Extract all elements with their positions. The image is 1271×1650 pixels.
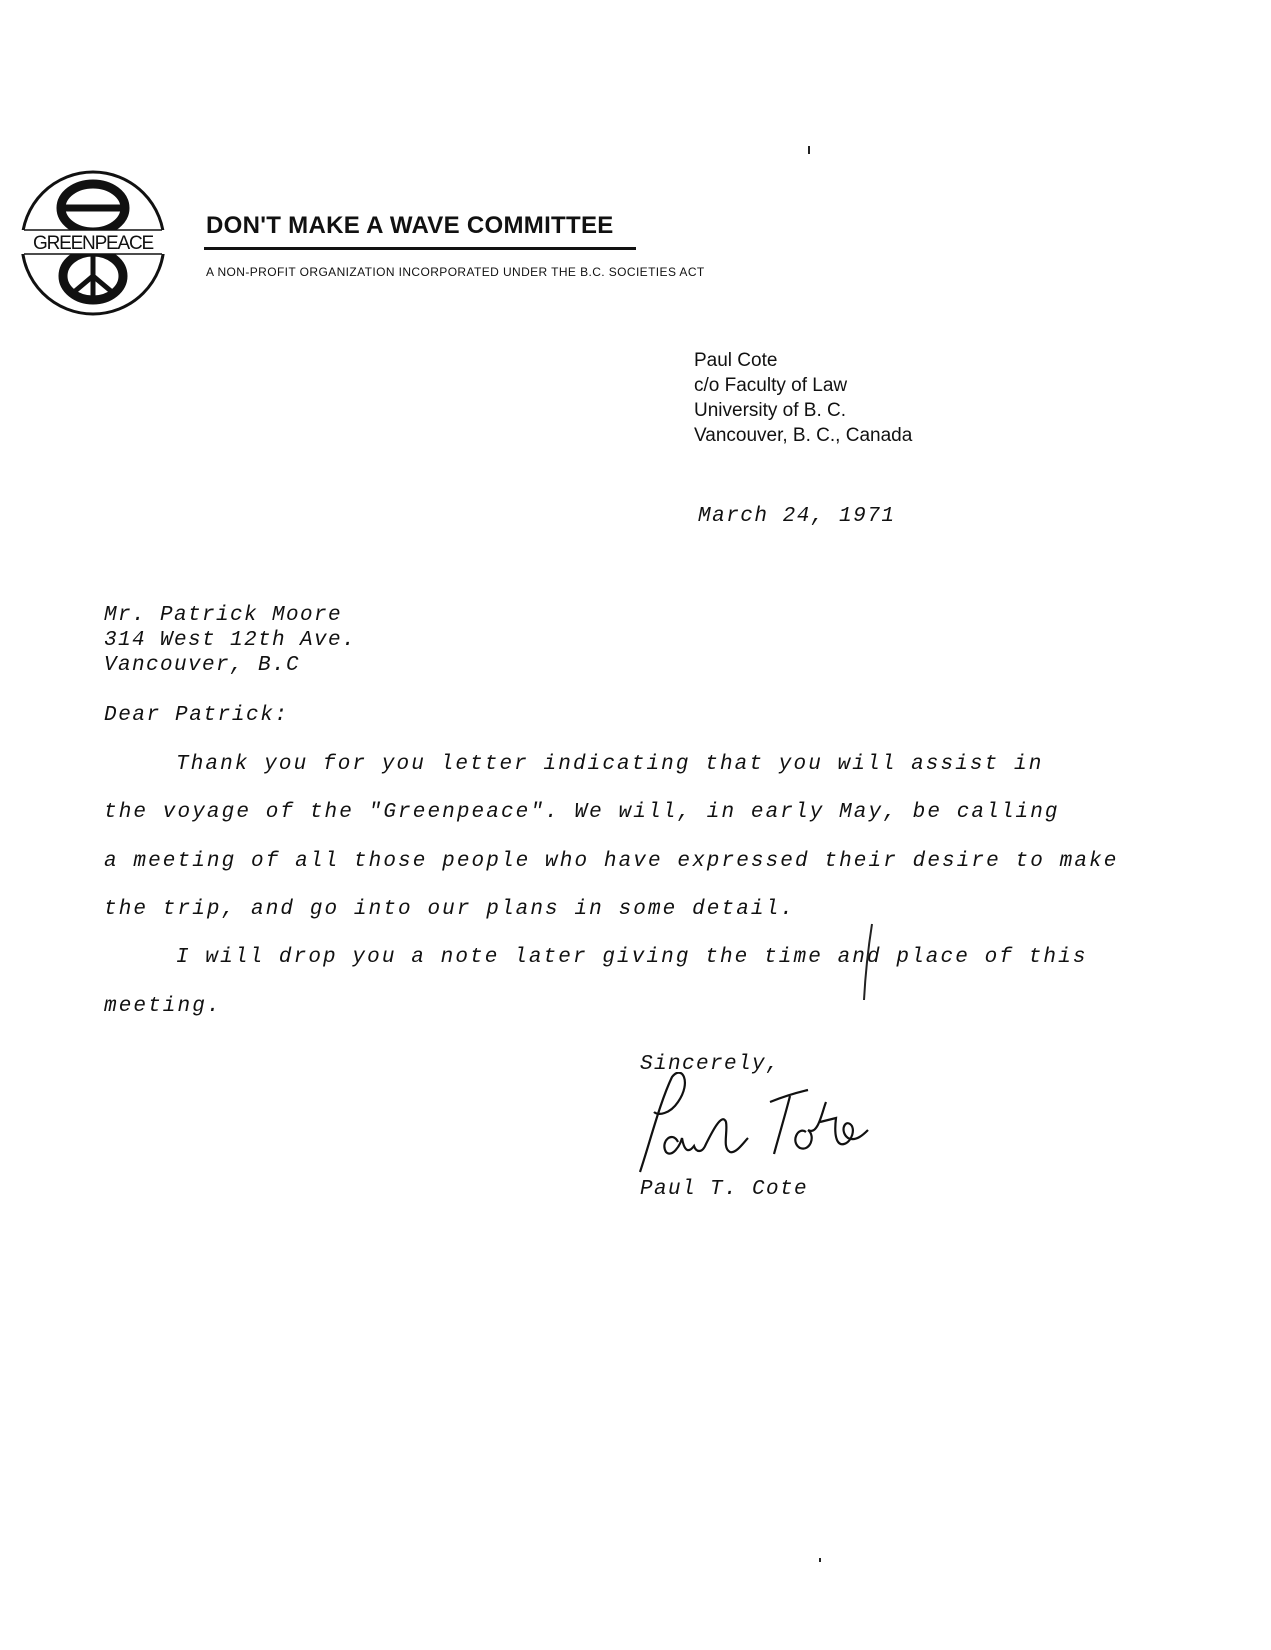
recipient-city: Vancouver, B.C [104, 654, 301, 677]
body-line-4: the trip, and go into our plans in some detail. [104, 898, 795, 921]
letter-date: March 24, 1971 [698, 505, 896, 528]
signer-name: Paul T. Cote [640, 1178, 809, 1201]
body-line-5: I will drop you a note later giving the time and place of this [176, 946, 1088, 969]
sender-line-2: University of B. C. [694, 400, 847, 421]
recipient-name: Mr. Patrick Moore [104, 604, 343, 627]
handwritten-signature [630, 1072, 900, 1182]
salutation: Dear Patrick: [104, 704, 289, 727]
sender-name: Paul Cote [694, 350, 778, 371]
body-line-6: meeting. [104, 995, 222, 1018]
recipient-address [104, 603, 356, 678]
sender-address [694, 348, 912, 448]
sender-line-1: c/o Faculty of Law [694, 375, 848, 396]
body-line-1: Thank you for you letter indicating that you will assist in [176, 753, 1044, 776]
greenpeace-logo [18, 168, 168, 318]
organization-name: DON'T MAKE A WAVE COMMITTEE [206, 212, 614, 239]
organization-tagline: A NON-PROFIT ORGANIZATION INCORPORATED UNDER THE B.C. SOCIETIES ACT [206, 265, 705, 279]
body-line-3: a meeting of all those people who have expressed their desire to make [104, 850, 1119, 873]
header-rule [204, 247, 636, 250]
body-line-2: the voyage of the "Greenpeace". We will, in early May, be calling [104, 801, 1060, 824]
sender-line-3: Vancouver, B. C., Canada [694, 425, 913, 446]
logo-text: GREENPEACE [33, 233, 153, 254]
recipient-street: 314 West 12th Ave. [104, 629, 357, 652]
scan-mark [819, 1558, 821, 1562]
pen-stroke-mark [858, 922, 878, 1002]
scan-mark [808, 146, 810, 154]
closing: Sincerely, [640, 1053, 781, 1076]
